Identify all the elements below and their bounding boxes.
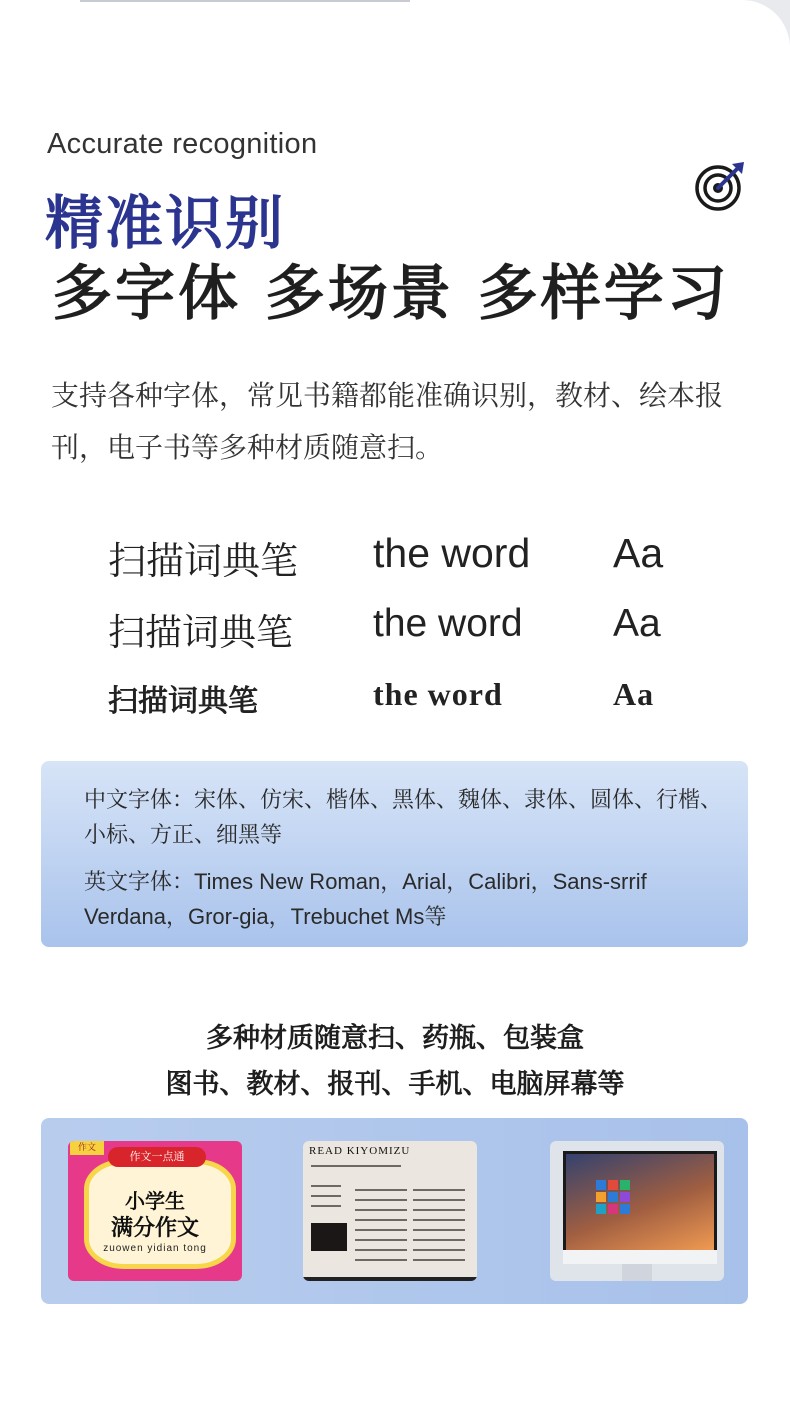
book-pinyin: zuowen yidian tong — [103, 1243, 207, 1254]
book-title-line1: 小学生 — [125, 1189, 185, 1213]
materials-heading-1: 多种材质随意扫、药瓶、包装盒 — [206, 1023, 584, 1054]
sample-chinese: 扫描词典笔 — [108, 684, 258, 719]
screen-tile — [608, 1180, 618, 1190]
screen-tile — [620, 1204, 630, 1214]
newspaper-text-line — [355, 1229, 407, 1231]
sample-letters: Aa — [613, 676, 655, 712]
sample-english: the word — [373, 676, 503, 712]
sample-english: the word — [373, 530, 531, 576]
font-sample-row — [0, 602, 790, 662]
newspaper-text-line — [413, 1259, 465, 1261]
book-title-line2: 满分作文 — [110, 1216, 199, 1241]
sample-chinese: 扫描词典笔 — [108, 611, 293, 654]
font-info-panel — [41, 761, 748, 947]
screen-tile — [608, 1204, 618, 1214]
newspaper-thumbnail — [303, 1141, 477, 1281]
section-subtitle: 多字体 多场景 多样学习 — [52, 259, 730, 329]
book-series-tag: 作文一点通 — [108, 1147, 206, 1167]
screen-tile — [596, 1192, 606, 1202]
newspaper-header: READ KIYOMIZU — [309, 1145, 411, 1157]
newspaper-text-line — [311, 1205, 341, 1207]
monitor-thumbnail — [550, 1141, 724, 1281]
section-title: 精准识别 — [45, 189, 286, 257]
screen-tile — [596, 1204, 606, 1214]
sample-english: the word — [373, 602, 523, 645]
book-corner-tag: 作文 — [70, 1141, 104, 1155]
newspaper-text-line — [311, 1165, 401, 1167]
screen-tile — [608, 1192, 618, 1202]
newspaper-bottom-bar — [303, 1277, 477, 1281]
screen-tile — [620, 1192, 630, 1202]
newspaper-text-line — [355, 1249, 407, 1251]
monitor-stand — [622, 1264, 652, 1281]
english-fonts-text: 英文字体：Times New Roman，Arial，Calibri，Sans-srrif Verdana，Gror-gia，Trebuchet Ms等 — [84, 869, 647, 929]
screen-tile — [596, 1180, 606, 1190]
newspaper-text-line — [311, 1185, 341, 1187]
newspaper-text-line — [413, 1239, 465, 1241]
sample-chinese: 扫描词典笔 — [108, 539, 299, 583]
materials-image-panel — [41, 1118, 748, 1304]
newspaper-text-line — [413, 1189, 465, 1191]
newspaper-text-line — [413, 1219, 465, 1221]
top-divider — [80, 0, 410, 2]
newspaper-text-line — [413, 1229, 465, 1231]
newspaper-text-line — [311, 1195, 341, 1197]
newspaper-text-line — [413, 1199, 465, 1201]
newspaper-text-line — [355, 1199, 407, 1201]
newspaper-text-line — [355, 1189, 407, 1191]
font-sample-row — [0, 676, 790, 736]
sample-letters: Aa — [613, 530, 664, 576]
monitor-chin — [563, 1250, 717, 1264]
monitor-screen — [563, 1151, 717, 1253]
screen-tile — [620, 1180, 630, 1190]
chinese-fonts-text: 中文字体：宋体、仿宋、楷体、黑体、魏体、隶体、圆体、行楷、小标、方正、细黑等 — [84, 788, 723, 848]
newspaper-photo — [311, 1223, 347, 1251]
book-thumbnail — [68, 1141, 242, 1281]
description-text: 支持各种字体，常见书籍都能准确识别，教材、绘本报刊，电子书等多种材质随意扫。 — [51, 379, 724, 464]
font-sample-row — [0, 530, 790, 590]
newspaper-text-line — [413, 1209, 465, 1211]
materials-heading-2: 图书、教材、报刊、手机、电脑屏幕等 — [165, 1069, 625, 1100]
newspaper-text-line — [355, 1219, 407, 1221]
newspaper-text-line — [355, 1259, 407, 1261]
target-icon — [694, 160, 746, 212]
newspaper-text-line — [413, 1249, 465, 1251]
newspaper-text-line — [355, 1209, 407, 1211]
sample-letters: Aa — [613, 602, 661, 645]
section-eyebrow: Accurate recognition — [47, 128, 318, 160]
newspaper-text-line — [355, 1239, 407, 1241]
